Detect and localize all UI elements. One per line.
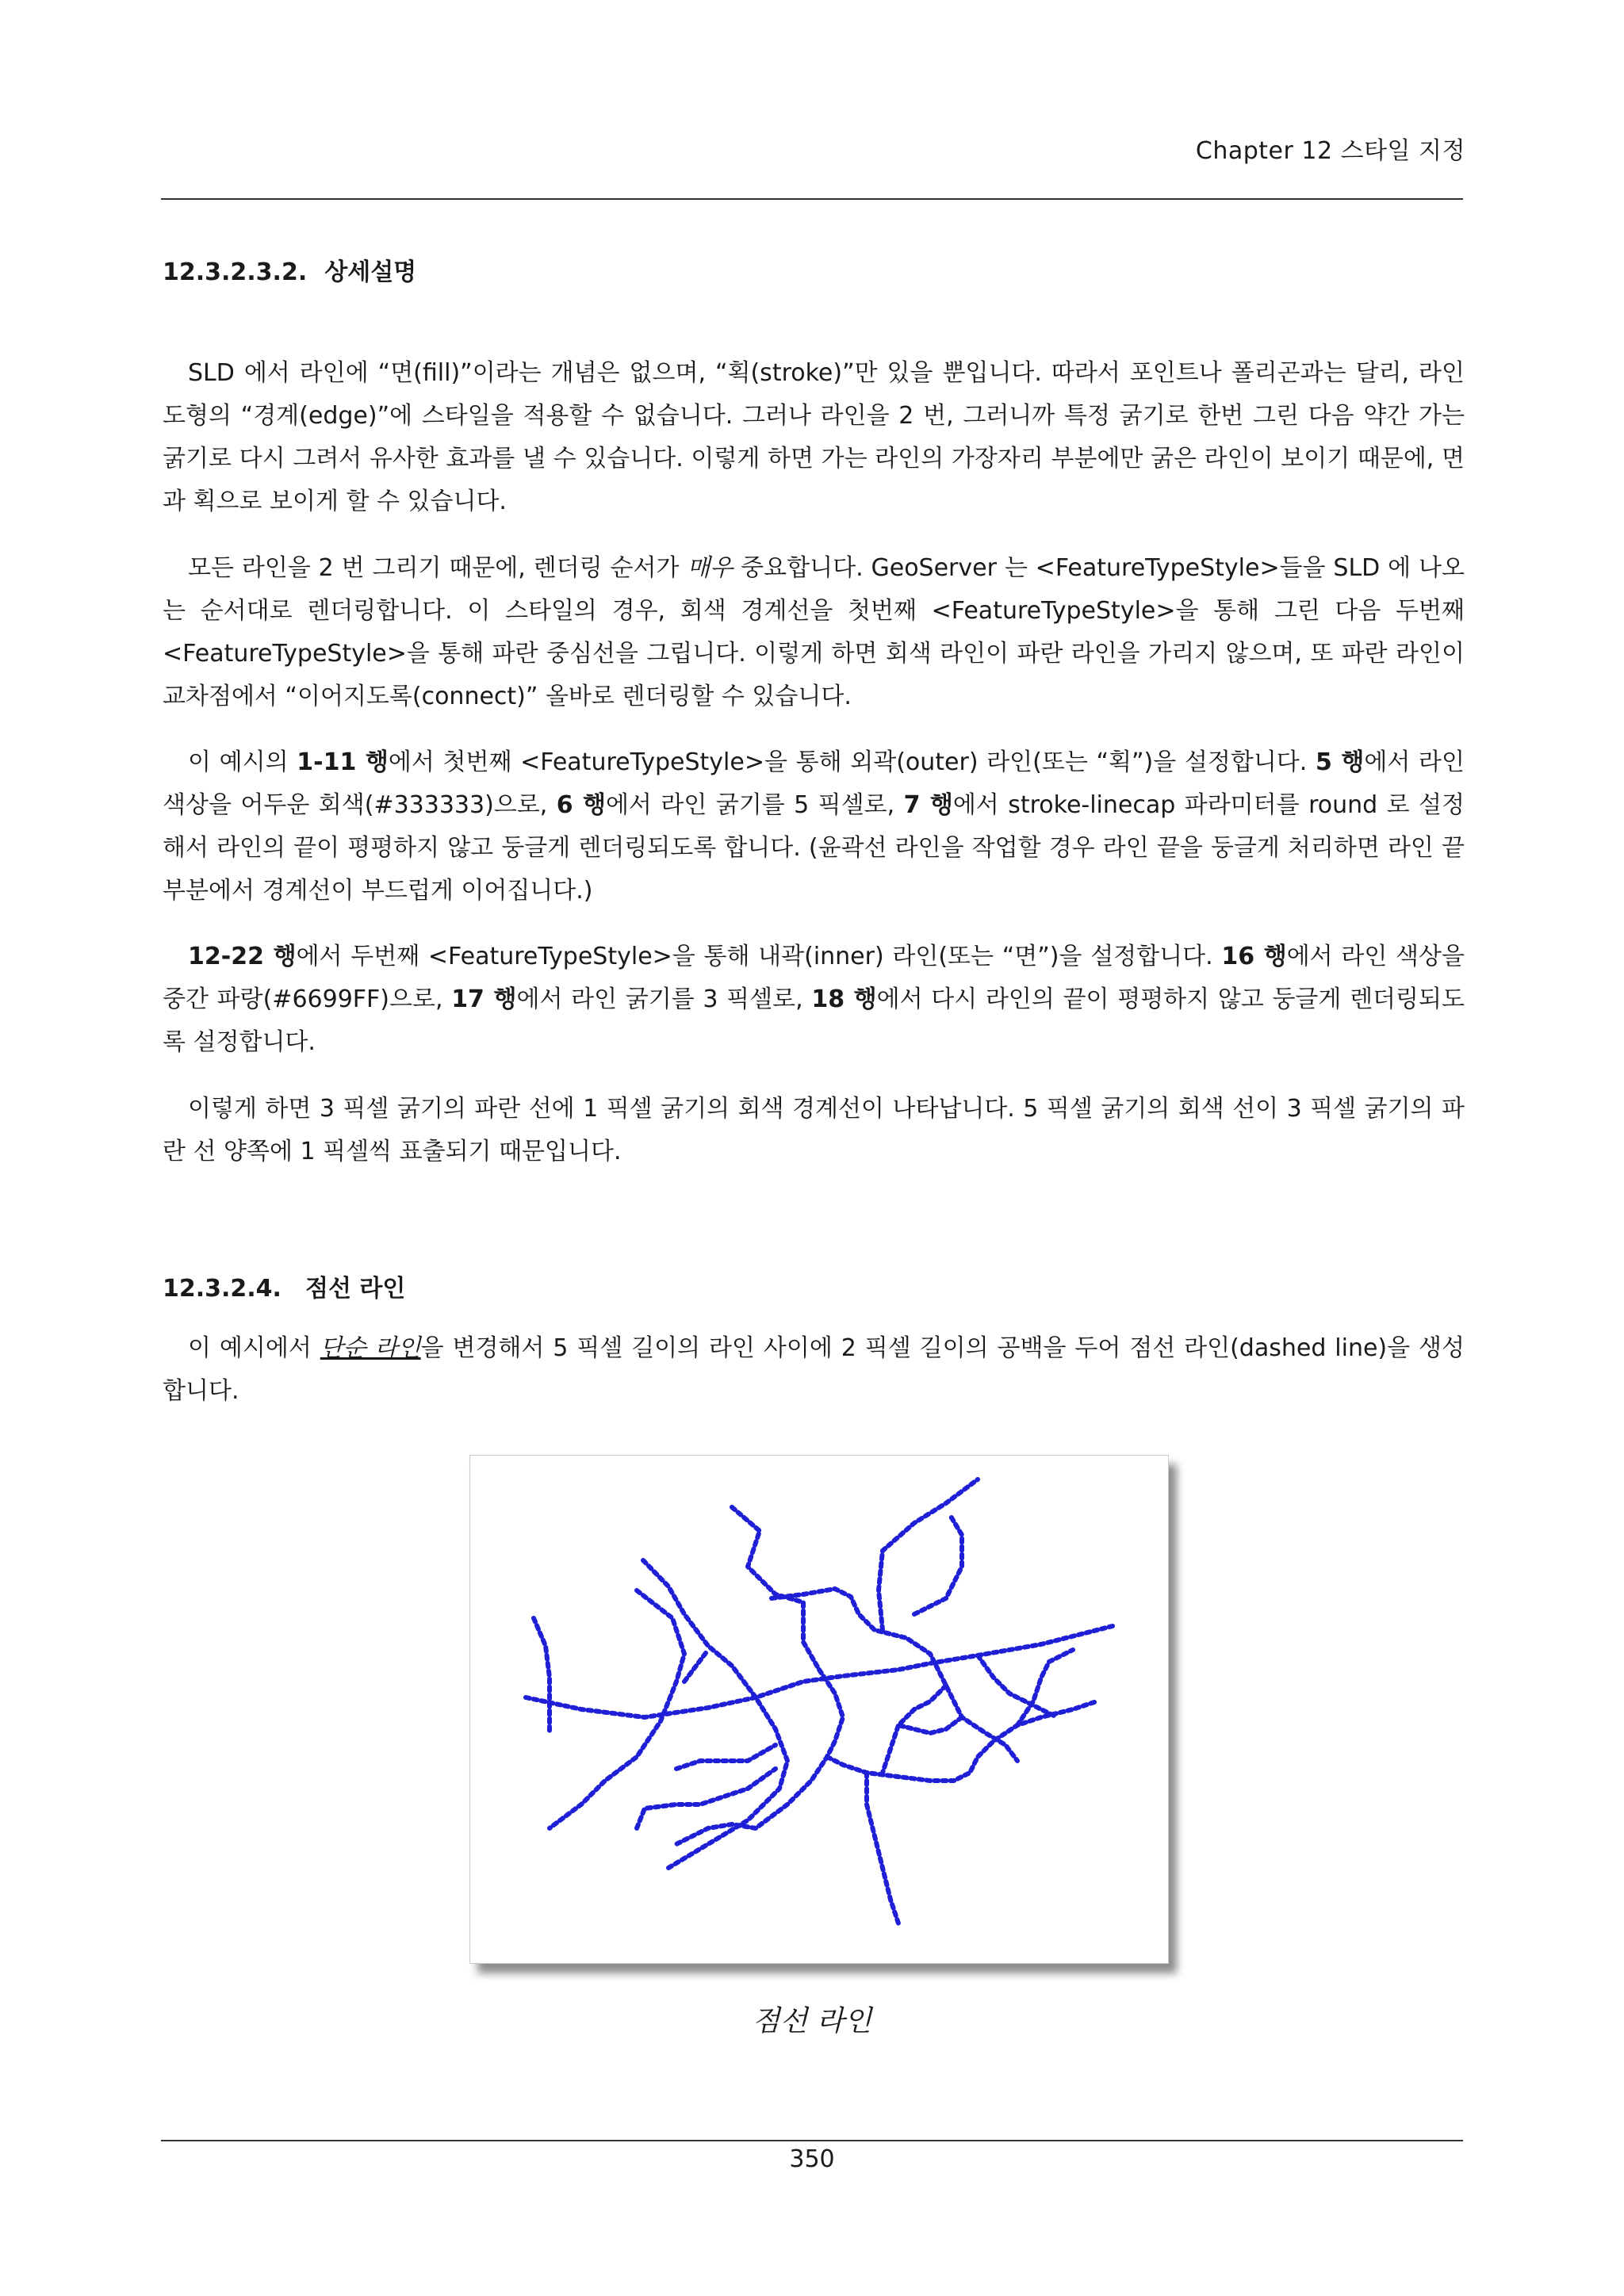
line-reference: 12-22 행 xyxy=(188,943,297,970)
simple-line-link[interactable]: 단순 라인 xyxy=(320,1334,421,1362)
road-line xyxy=(637,1769,776,1828)
road-line xyxy=(676,1745,776,1769)
text-run: 이 예시의 xyxy=(188,748,297,776)
section-heading-detail xyxy=(163,252,416,287)
line-reference: 1-11 행 xyxy=(297,748,389,776)
road-line xyxy=(534,1618,550,1733)
road-line xyxy=(684,1650,708,1682)
line-reference: 17 행 xyxy=(451,985,517,1013)
text-run: 에서 stroke-linecap 파라미터를 round 로 설정해서 라인의 끝이 평평하지 않고 둥글게 렌더링되도록 합니다. (윤곽선 라인을 작업할 경우 라인 끝을 둥글게 처리하면 라인 끝 부분에서 경계선이 부드럽게 이어집니다.) xyxy=(163,791,1465,905)
line-reference: 7 행 xyxy=(903,791,953,819)
dashed-road-map xyxy=(470,1456,1168,1963)
paragraph-dashed-line xyxy=(163,1327,1465,1413)
page-number: 350 xyxy=(789,2145,835,2173)
line-reference: 16 행 xyxy=(1221,943,1287,970)
line-reference: 18 행 xyxy=(811,985,877,1013)
road-line xyxy=(867,1773,898,1923)
section-title: 상세설명 xyxy=(324,258,417,286)
road-line xyxy=(914,1515,962,1614)
header-rule xyxy=(161,198,1463,200)
text-run: 에서 다시 라인의 끝이 평평하지 않고 둥글게 렌더링되도록 설정합니다. xyxy=(163,985,1465,1056)
figure-caption: 점선 라인 xyxy=(752,2005,872,2038)
road-line xyxy=(732,1507,819,1670)
text-run: 에서 라인 굵기를 5 픽셀로, xyxy=(605,791,904,819)
emphasis-text: 매우 xyxy=(687,554,733,582)
dashed-line-figure xyxy=(469,1455,1169,1964)
section-heading-dashed-line xyxy=(163,1269,405,1303)
text-run: 중요합니다. GeoServer 는 <FeatureTypeStyle>들을 SLD 에 나오는 순서대로 렌더링합니다. 이 스타일의 경우, 회색 경계선을 첫번째 <FeatureTypeStyle>을 통해 그린 다음 두번째 <FeatureTypeStyle>을 통해 파란 중심선을 그립니다. 이렇게 하면 회색 라인이 파란 라인을 가리지 않으며, 또 파란 라인이 교차점에서 “이어지도록(connect)” 올바로 렌더링할 수 있습니다. xyxy=(163,554,1465,710)
text-run: 에서 라인 굵기를 3 픽셀로, xyxy=(516,985,812,1013)
text-run: 이 예시에서 xyxy=(188,1334,320,1362)
text-run: 에서 두번째 <FeatureTypeStyle>을 통해 내곽(inner) 라인(또는 “면”)을 설정합니다. xyxy=(296,943,1222,970)
road-line xyxy=(550,1590,684,1828)
section-number: 12.3.2.4. xyxy=(163,1275,282,1303)
line-reference: 6 행 xyxy=(556,791,606,819)
footer-rule xyxy=(161,2140,1463,2141)
line-reference: 5 행 xyxy=(1315,748,1365,776)
paragraph-fill-stroke: SLD 에서 라인에 “면(fill)”이라는 개념은 없으며, “획(stroke)”만 있을 뿐입니다. 따라서 포인트나 폴리곤과는 달리, 라인 도형의 “경계(edge)”에 스타일을 적용할 수 없습니다. 그러나 라인을 2 번, 그러니까 특정 굵기로 한번 그린 다음 약간 가는 굵기로 다시 그려서 유사한 효과를 낼 수 있습니다. 이렇게 하면 가는 라인의 가장자리 부분에만 굵은 라인이 보이기 때문에, 면과 획으로 보이게 할 수 있습니다. xyxy=(163,359,1465,515)
text-run: 에서 라인 색상을 중간 파랑(#6699FF)으로, xyxy=(163,943,1465,1013)
running-header: Chapter 12 스타일 지정 xyxy=(1195,137,1465,165)
paragraph-outer-line xyxy=(163,741,1465,913)
section-number: 12.3.2.3.2. xyxy=(163,258,308,286)
paragraph-inner-line xyxy=(163,936,1465,1064)
text-run: 에서 첫번째 <FeatureTypeStyle>을 통해 외곽(outer) 라인(또는 “획”)을 설정합니다. xyxy=(388,748,1316,776)
section-title: 점선 라인 xyxy=(305,1275,406,1303)
road-line xyxy=(898,1717,962,1733)
text-run: 을 변경해서 5 픽셀 길이의 라인 사이에 2 픽셀 길이의 공백을 두어 점선 라인(dashed line)을 생성합니다. xyxy=(163,1334,1465,1405)
text-run: 모든 라인을 2 번 그리기 때문에, 렌더링 순서가 xyxy=(188,554,688,582)
paragraph-result: 이렇게 하면 3 픽셀 굵기의 파란 선에 1 픽셀 굵기의 회색 경계선이 나타납니다. 5 픽셀 굵기의 회색 선이 3 픽셀 굵기의 파란 선 양쪽에 1 픽셀씩 표출되기 때문입니다. xyxy=(163,1095,1465,1165)
text-run: 에서 라인 색상을 어두운 회색(#333333)으로, xyxy=(163,748,1465,819)
paragraph-render-order xyxy=(163,547,1465,718)
road-line xyxy=(827,1701,1097,1781)
